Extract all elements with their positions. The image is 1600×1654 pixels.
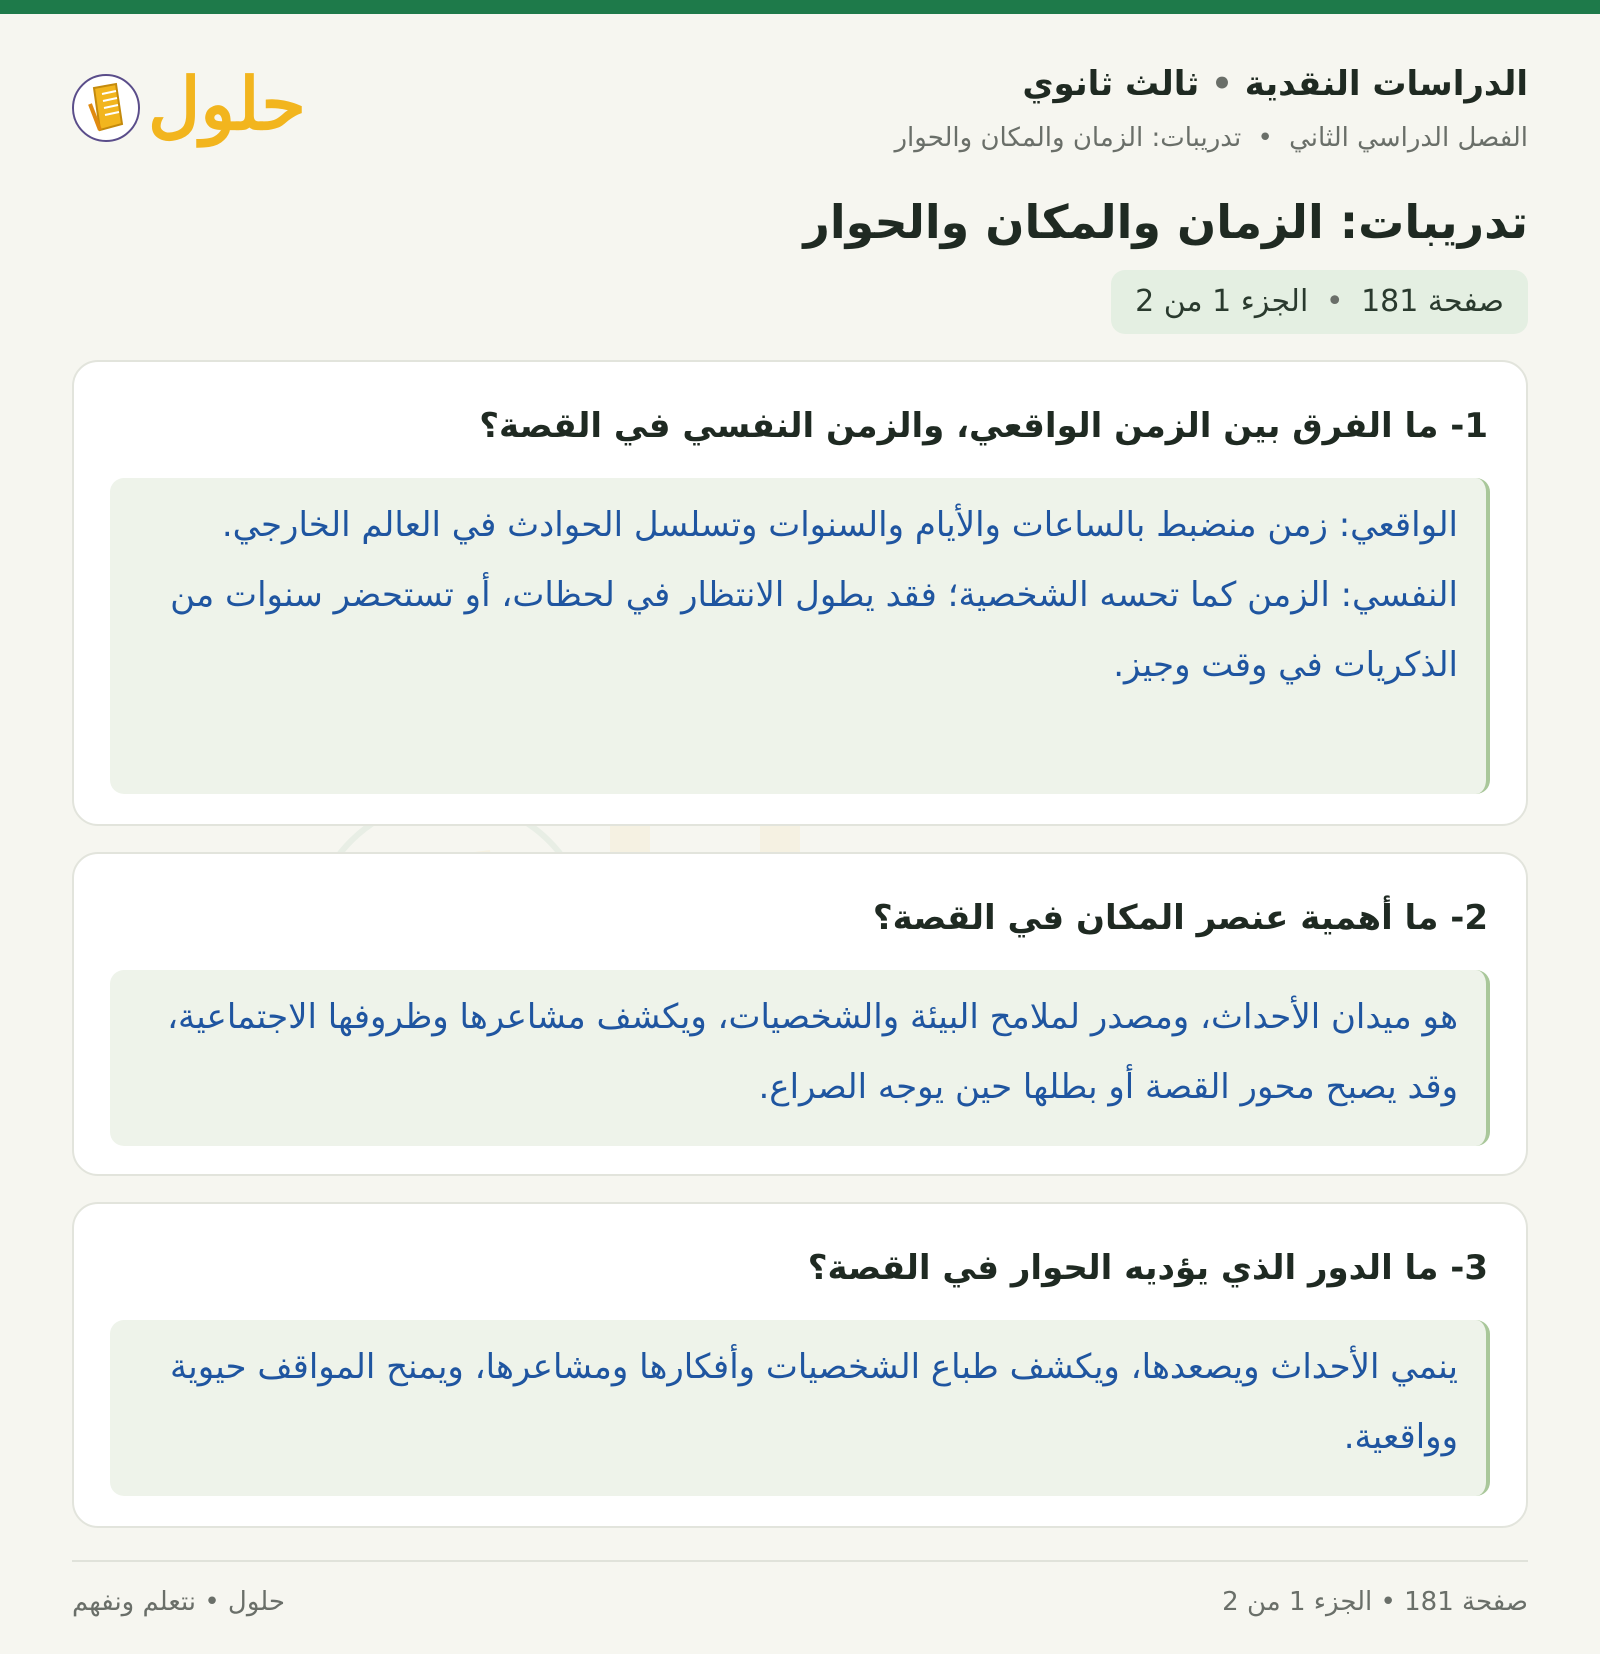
logo[interactable] xyxy=(72,58,306,168)
breadcrumb-semester[interactable]: الفصل الدراسي الثاني xyxy=(1289,123,1528,153)
answer-box xyxy=(110,1320,1490,1496)
subject-name: الدراسات النقدية xyxy=(1244,64,1528,104)
question-text: 1- ما الفرق بين الزمن الواقعي، والزمن النفسي في القصة؟ xyxy=(479,406,1488,446)
breadcrumb xyxy=(894,118,1528,158)
page-title: تدريبات: الزمان والمكان والحوار xyxy=(803,195,1528,249)
footer-brand-name[interactable]: حلول xyxy=(227,1587,285,1617)
answer-text: النفسي: الزمن كما تحسه الشخصية؛ فقد يطول الانتظار في لحظات، أو تستحضر سنوات من الذكريات في وقت وجيز. xyxy=(170,575,1458,685)
answer-text: الواقعي: زمن منضبط بالساعات والأيام والسنوات وتسلسل الحوادث في العالم الخارجي. xyxy=(221,505,1458,545)
page-header xyxy=(72,58,1528,178)
page-badge xyxy=(1111,270,1528,334)
separator-dot: • xyxy=(1211,64,1233,104)
question-card-3 xyxy=(72,1202,1528,1528)
footer-brand xyxy=(72,1580,285,1624)
question-card-2 xyxy=(72,852,1528,1176)
book-icon xyxy=(73,75,139,141)
question-text: 2- ما أهمية عنصر المكان في القصة؟ xyxy=(872,898,1488,938)
separator-dot: • xyxy=(1380,1587,1396,1617)
answer-box xyxy=(110,478,1490,794)
footer-page-info xyxy=(1222,1580,1528,1624)
subject-title xyxy=(894,58,1528,110)
separator-dot: • xyxy=(1257,123,1273,153)
badge-page: صفحة 181 xyxy=(1361,284,1504,319)
footer-divider xyxy=(72,1560,1528,1562)
grade-name: ثالث ثانوي xyxy=(1022,64,1200,104)
answer-text: ينمي الأحداث ويصعدها، ويكشف طباع الشخصيات وأفكارها ومشاعرها، ويمنح المواقف حيوية وواقعية. xyxy=(170,1347,1458,1457)
footer-page: صفحة 181 xyxy=(1404,1587,1528,1617)
badge-part: الجزء 1 من 2 xyxy=(1135,284,1309,319)
top-accent-bar xyxy=(0,0,1600,14)
answer-box xyxy=(110,970,1490,1146)
breadcrumb-lesson[interactable]: تدريبات: الزمان والمكان والحوار xyxy=(894,123,1242,153)
answer-text: هو ميدان الأحداث، ومصدر لملامح البيئة والشخصيات، ويكشف مشاعرها وظروفها الاجتماعية، وقد يصبح محور القصة أو بطلها حين يوجه الصراع. xyxy=(167,997,1458,1107)
question-card-1 xyxy=(72,360,1528,826)
footer-part: الجزء 1 من 2 xyxy=(1222,1587,1373,1617)
logo-text: حلول xyxy=(148,61,306,146)
header-titles xyxy=(894,58,1528,158)
separator-dot: • xyxy=(204,1587,220,1617)
separator-dot: • xyxy=(1325,284,1344,319)
footer-slogan: نتعلم ونفهم xyxy=(72,1587,197,1617)
question-text: 3- ما الدور الذي يؤديه الحوار في القصة؟ xyxy=(807,1248,1488,1288)
